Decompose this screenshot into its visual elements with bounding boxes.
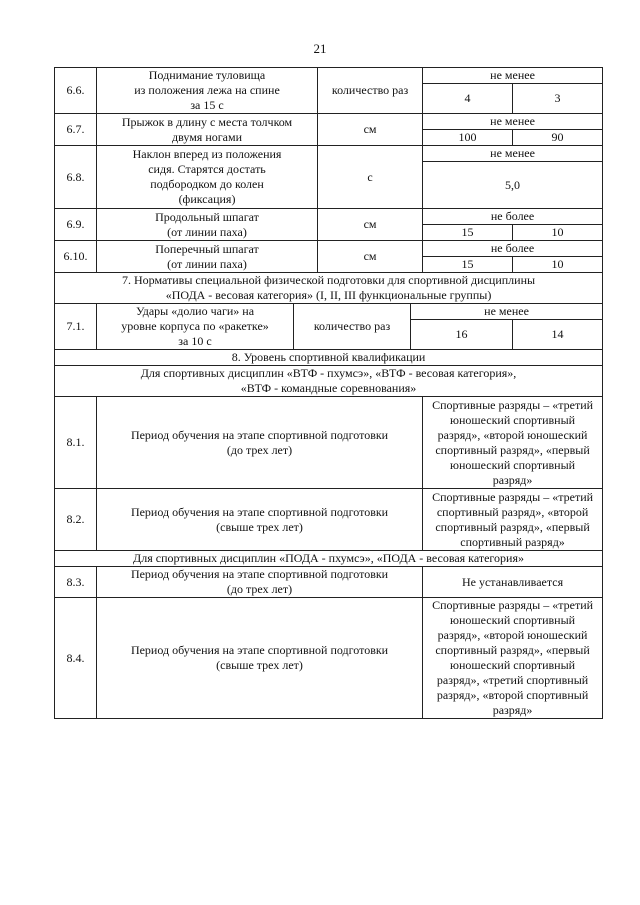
subsection-heading-line: «ВТФ - командные соревнования» (240, 381, 417, 395)
test-name (97, 114, 318, 146)
period-line: (свыше трех лет) (216, 519, 303, 534)
ranks-line: спортивный разряд», «первый (435, 643, 590, 657)
value-cell: 10 (513, 225, 603, 241)
standards-table (54, 67, 603, 719)
test-line: Поперечный шпагат (155, 241, 259, 256)
ranks-line: разряд», «второй юношеский (437, 427, 588, 442)
test-line: Наклон вперед из положения (132, 147, 282, 161)
value-cell: 10 (513, 257, 603, 273)
ranks-cell (423, 598, 603, 719)
ranks-line: юношеский спортивный (450, 412, 576, 427)
test-line: Продольный шпагат (155, 209, 259, 224)
row-number: 7.1. (55, 304, 97, 350)
value-cell: 15 (423, 257, 513, 273)
period-line: Период обучения на этапе спортивной подготовки (130, 427, 389, 442)
table-row-8-4 (55, 598, 603, 719)
ranks-line: разряд», «второй юношеский (437, 628, 588, 642)
table-row-6-6 (55, 68, 603, 84)
period-line: Период обучения на этапе спортивной подготовки (130, 643, 389, 657)
period-cell (97, 397, 423, 489)
section-heading-line: 7. Нормативы специальной физической подготовки для спортивной дисциплины (121, 273, 536, 287)
test-line: сидя. Старятся достать (148, 162, 266, 176)
unit-cell: с (318, 146, 423, 209)
period-cell (97, 489, 423, 551)
ranks-line: разряд», «третий спортивный (436, 673, 589, 687)
condition-cell: не менее (423, 68, 603, 84)
ranks-line: разряд» (492, 703, 533, 717)
table-row-6-8 (55, 146, 603, 162)
ranks-cell (423, 397, 603, 489)
test-line: уровне корпуса по «ракетке» (121, 319, 269, 333)
row-number: 6.7. (55, 114, 97, 146)
test-line: (от линии паха) (167, 224, 247, 239)
test-line: Поднимание туловища (148, 68, 266, 82)
section-heading (55, 273, 603, 304)
value-cell: 4 (423, 84, 513, 114)
period-line: (свыше трех лет) (216, 658, 303, 672)
test-line: подбородком до колен (150, 177, 264, 191)
test-name (97, 146, 318, 209)
condition-cell: не менее (411, 304, 603, 320)
period-cell (97, 598, 423, 719)
row-number: 8.4. (55, 598, 97, 719)
section-8-header (55, 350, 603, 366)
condition-cell: не более (423, 241, 603, 257)
value-cell: 3 (513, 84, 603, 114)
subsection-heading-line: Для спортивных дисциплин «ВТФ - пхумсэ», «ВТФ - весовая категория», (140, 366, 517, 380)
test-name (97, 304, 294, 350)
ranks-line: спортивный разряд», «первый (435, 519, 590, 534)
table-row-6-10 (55, 241, 603, 257)
row-number: 6.10. (55, 241, 97, 273)
test-name (97, 209, 318, 241)
section-8-subheading-vtf (55, 366, 603, 397)
ranks-line: юношеский спортивный (450, 457, 576, 472)
ranks-cell (423, 489, 603, 551)
value-cell: 100 (423, 130, 513, 146)
unit-cell: количество раз (294, 304, 411, 350)
row-number: 8.3. (55, 567, 97, 598)
unit-cell: см (318, 209, 423, 241)
table-row-8-2 (55, 489, 603, 551)
ranks-line: разряд», «второй спортивный (436, 688, 589, 702)
condition-cell: не более (423, 209, 603, 225)
period-line: (до трех лет) (226, 582, 293, 596)
test-line: из положения лежа на спине (134, 83, 280, 97)
subsection-heading: Для спортивных дисциплин «ПОДА - пхумсэ», «ПОДА - весовая категория» (55, 551, 603, 567)
ranks-line: спортивный разряд» (460, 534, 565, 549)
value-cell: 5,0 (423, 162, 603, 209)
condition-cell: не менее (423, 146, 603, 162)
row-number: 6.8. (55, 146, 97, 209)
row-number: 6.9. (55, 209, 97, 241)
value-cell: 16 (411, 320, 513, 350)
row-number: 8.2. (55, 489, 97, 551)
value-cell: 14 (513, 320, 603, 350)
section-7-header (55, 273, 603, 304)
table-row-7-1 (55, 304, 603, 320)
period-cell (97, 567, 423, 598)
ranks-line: юношеский спортивный (450, 658, 576, 672)
ranks-line: спортивный разряд», «первый (435, 442, 590, 457)
ranks-line: спортивный разряд», «второй (436, 504, 589, 519)
table-row-6-9 (55, 209, 603, 225)
subsection-heading (55, 366, 603, 397)
test-line: двумя ногами (172, 129, 243, 144)
ranks-line: юношеский спортивный (450, 613, 576, 627)
section-8-subheading-poda (55, 551, 603, 567)
test-line: (от линии паха) (167, 256, 247, 271)
row-number: 6.6. (55, 68, 97, 114)
period-line: (до трех лет) (226, 442, 293, 457)
section-heading: 8. Уровень спортивной квалификации (55, 350, 603, 366)
test-name (97, 68, 318, 114)
ranks-line: Спортивные разряды – «третий (432, 598, 594, 612)
period-line: Период обучения на этапе спортивной подготовки (130, 504, 389, 519)
unit-cell: количество раз (318, 68, 423, 114)
unit-cell: см (318, 114, 423, 146)
section-heading-line: «ПОДА - весовая категория» (I, II, III функциональные группы) (165, 288, 492, 302)
test-line: за 15 с (190, 98, 224, 112)
page-number: 21 (313, 41, 327, 56)
table-row-6-7 (55, 114, 603, 130)
ranks-line: Спортивные разряды – «третий (432, 489, 594, 504)
value-cell: 90 (513, 130, 603, 146)
table-row-8-1 (55, 397, 603, 489)
unit-cell: см (318, 241, 423, 273)
period-line: Период обучения на этапе спортивной подготовки (130, 567, 389, 581)
value-cell: 15 (423, 225, 513, 241)
test-line: Прыжок в длину с места толчком (121, 114, 293, 129)
condition-cell: не менее (423, 114, 603, 130)
test-line: (фиксация) (178, 192, 236, 206)
test-line: Удары «долио чаги» на (135, 304, 255, 318)
table-row-8-3 (55, 567, 603, 598)
ranks-line: разряд» (492, 472, 533, 487)
ranks-cell: Не устанавливается (423, 567, 603, 598)
row-number: 8.1. (55, 397, 97, 489)
test-line: за 10 с (178, 334, 212, 348)
ranks-line: Спортивные разряды – «третий (432, 397, 594, 412)
test-name (97, 241, 318, 273)
